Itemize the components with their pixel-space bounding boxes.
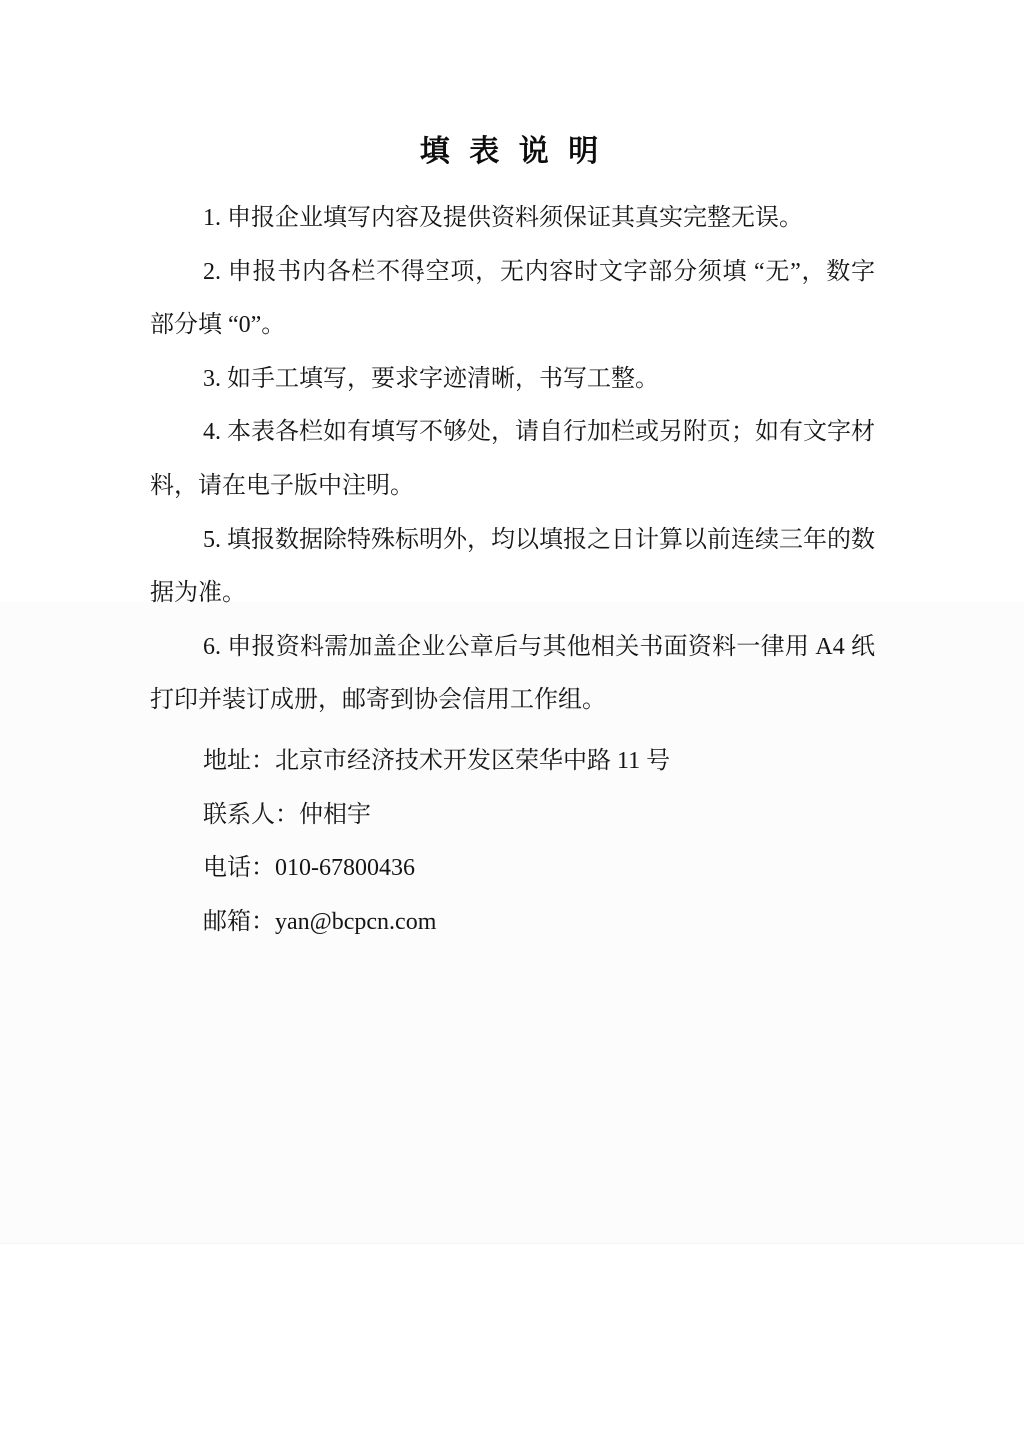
instruction-item-4: 4. 本表各栏如有填写不够处，请自行加栏或另附页；如有文字材料，请在电子版中注明。 — [150, 419, 875, 499]
contact-person: 联系人：仲相宇 — [203, 801, 371, 828]
instructions-section — [0, 170, 1024, 949]
instruction-item-3: 3. 如手工填写，要求字迹清晰，书写工整。 — [203, 365, 659, 392]
contact-email: 邮箱：yan@bcpcn.com — [203, 908, 437, 935]
contact-phone: 电话：010-67800436 — [203, 855, 415, 882]
instruction-item-2: 2. 申报书内各栏不得空项，无内容时文字部分须填 “无”，数字部分填 “0”。 — [150, 258, 875, 339]
instruction-item-1: 1. 申报企业填写内容及提供资料须保证其真实完整无误。 — [203, 205, 803, 231]
page-title: 填 表 说 明 — [419, 135, 605, 168]
contact-block — [150, 735, 875, 949]
contact-address: 地址：北京市经济技术开发区荣华中路 11 号 — [203, 747, 671, 774]
instruction-item-6: 6. 申报资料需加盖企业公章后与其他相关书面资料一律用 A4 纸打印并装订成册，邮寄到协会信用工作组。 — [150, 633, 875, 714]
instruction-item-5: 5. 填报数据除特殊标明外，均以填报之日计算以前连续三年的数据为准。 — [150, 526, 875, 607]
